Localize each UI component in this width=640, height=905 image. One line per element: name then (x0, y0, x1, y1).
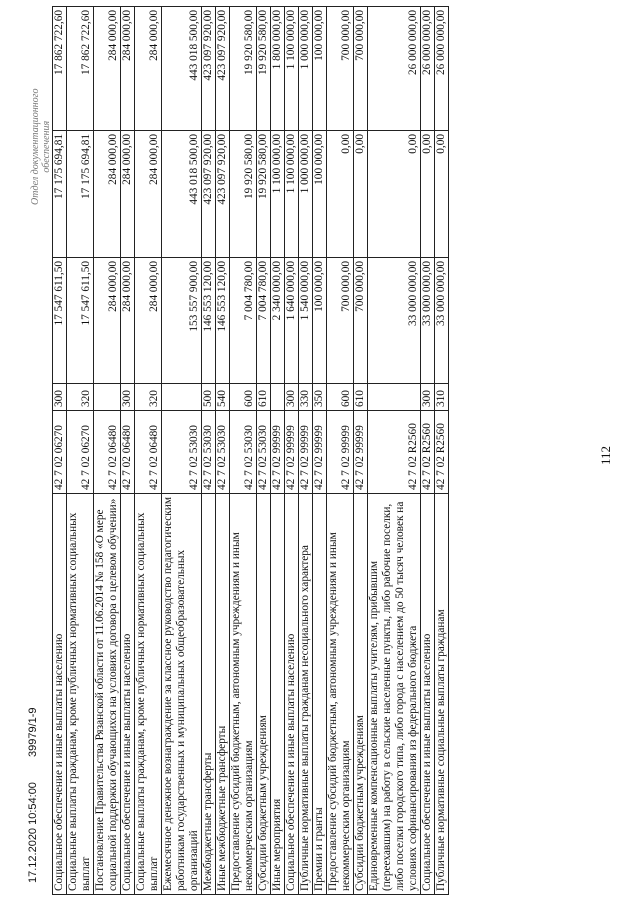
document-footer (27, 685, 39, 883)
row-value-2: 423 097 920,00 (216, 131, 230, 258)
row-value-2: 17 175 694,81 (53, 131, 67, 258)
footer-doc-id: 39979/1-9 (27, 707, 39, 757)
row-vr: 300 (285, 384, 299, 411)
row-value-1: 146 553 120,00 (202, 258, 216, 384)
row-code: 42 7 02 06270 (67, 411, 94, 494)
row-value-3: 700 000,00 (354, 7, 368, 131)
row-code: 42 7 02 99999 (285, 411, 299, 494)
row-vr: 610 (354, 384, 368, 411)
row-value-2: 0,00 (354, 131, 368, 258)
row-code: 42 7 02 R2560 (421, 411, 435, 494)
row-value-2: 17 175 694,81 (67, 131, 94, 258)
row-value-3: 284 000,00 (94, 7, 121, 131)
row-code: 42 7 02 53030 (202, 411, 216, 494)
row-name: Иные мероприятия (271, 494, 285, 895)
row-value-2: 443 018 500,00 (162, 131, 202, 258)
table-row (271, 7, 285, 895)
row-value-2: 100 000,00 (313, 131, 327, 258)
row-code: 42 7 02 53030 (230, 411, 257, 494)
row-value-3: 700 000,00 (327, 7, 354, 131)
row-name: Единовременные компенсационные выплаты учителям, прибывшим (переехавшим) на работу в сельские населенные пункты, либо рабочие поселки, либо поселки городского типа, либо города с населением до 50 тысяч человек на условиях софинансирования из федерального бюджета (368, 494, 421, 895)
row-value-3: 443 018 500,00 (162, 7, 202, 131)
row-value-1: 17 547 611,50 (67, 258, 94, 384)
row-code: 42 7 02 06480 (121, 411, 135, 494)
row-code: 42 7 02 06270 (53, 411, 67, 494)
row-value-2: 284 000,00 (94, 131, 121, 258)
row-name: Постановление Правительства Рязанской области от 11.06.2014 № 158 «О мере социальной поддержки обучающихся на условиях договора о целевом обучении» (94, 494, 121, 895)
row-value-1: 284 000,00 (94, 258, 121, 384)
row-value-1: 700 000,00 (327, 258, 354, 384)
table-row (202, 7, 216, 895)
stamp-line-2: обеспечения (41, 120, 52, 173)
row-value-2: 19 920 580,00 (230, 131, 257, 258)
row-name: Иные межбюджетные трансферты (216, 494, 230, 895)
row-code: 42 7 02 99999 (313, 411, 327, 494)
row-code: 42 7 02 R2560 (368, 411, 421, 494)
table-row (435, 7, 449, 895)
row-code: 42 7 02 53030 (162, 411, 202, 494)
row-value-2: 423 097 920,00 (202, 131, 216, 258)
row-name: Социальное обеспечение и иные выплаты населению (53, 494, 67, 895)
row-vr (94, 384, 121, 411)
table-row (368, 7, 421, 895)
table-row (299, 7, 313, 895)
row-value-2: 284 000,00 (121, 131, 135, 258)
row-vr: 320 (67, 384, 94, 411)
footer-timestamp: 17.12.2020 10:54:00 (27, 782, 39, 883)
table-row (230, 7, 257, 895)
row-vr: 600 (327, 384, 354, 411)
row-value-3: 26 000 000,00 (368, 7, 421, 131)
row-value-3: 1 100 000,00 (285, 7, 299, 131)
row-value-3: 1 800 000,00 (271, 7, 285, 131)
row-code: 42 7 02 99999 (327, 411, 354, 494)
row-name: Социальное обеспечение и иные выплаты населению (285, 494, 299, 895)
row-vr (368, 384, 421, 411)
row-value-1: 700 000,00 (354, 258, 368, 384)
row-name: Ежемесячное денежное вознаграждение за классное руководство педагогическим работникам государственных и муниципальных общеобразовательных организаций (162, 494, 202, 895)
row-name: Субсидии бюджетным учреждениям (257, 494, 271, 895)
row-value-1: 1 540 000,00 (299, 258, 313, 384)
row-value-3: 423 097 920,00 (216, 7, 230, 131)
row-value-3: 423 097 920,00 (202, 7, 216, 131)
row-code: 42 7 02 53030 (216, 411, 230, 494)
row-value-1: 2 340 000,00 (271, 258, 285, 384)
row-vr: 610 (257, 384, 271, 411)
row-name: Публичные нормативные выплаты гражданам несоциального характера (299, 494, 313, 895)
table-row (327, 7, 354, 895)
row-value-3: 26 000 000,00 (421, 7, 435, 131)
row-value-1: 284 000,00 (121, 258, 135, 384)
row-value-1: 17 547 611,50 (53, 258, 67, 384)
row-value-1: 100 000,00 (313, 258, 327, 384)
row-name: Социальное обеспечение и иные выплаты населению (421, 494, 435, 895)
row-value-2: 0,00 (421, 131, 435, 258)
row-value-1: 33 000 000,00 (421, 258, 435, 384)
row-code: 42 7 02 06480 (135, 411, 162, 494)
row-value-3: 100 000,00 (313, 7, 327, 131)
row-value-1: 33 000 000,00 (368, 258, 421, 384)
table-row (257, 7, 271, 895)
row-vr: 350 (313, 384, 327, 411)
row-value-2: 0,00 (435, 131, 449, 258)
row-code: 42 7 02 99999 (271, 411, 285, 494)
row-value-3: 284 000,00 (121, 7, 135, 131)
department-stamp (30, 88, 52, 205)
row-value-1: 1 640 000,00 (285, 258, 299, 384)
table-row (162, 7, 202, 895)
row-value-2: 1 100 000,00 (285, 131, 299, 258)
row-value-1: 146 553 120,00 (216, 258, 230, 384)
row-value-3: 17 862 722,60 (67, 7, 94, 131)
table-row (216, 7, 230, 895)
row-code: 42 7 02 53030 (257, 411, 271, 494)
row-name: Субсидии бюджетным учреждениям (354, 494, 368, 895)
row-value-2: 284 000,00 (135, 131, 162, 258)
row-vr: 310 (435, 384, 449, 411)
row-value-2: 1 100 000,00 (271, 131, 285, 258)
table-row (121, 7, 135, 895)
row-value-1: 7 004 780,00 (230, 258, 257, 384)
row-value-2: 0,00 (327, 131, 354, 258)
row-code: 42 7 02 R2560 (435, 411, 449, 494)
row-vr: 500 (202, 384, 216, 411)
stamp-line-1: Отдел документационного (30, 88, 41, 205)
row-value-1: 7 004 780,00 (257, 258, 271, 384)
row-name: Социальное обеспечение и иные выплаты населению (121, 494, 135, 895)
row-value-2: 19 920 580,00 (257, 131, 271, 258)
row-vr: 320 (135, 384, 162, 411)
row-value-3: 284 000,00 (135, 7, 162, 131)
table-row (94, 7, 121, 895)
table-row (53, 7, 67, 895)
row-name: Предоставление субсидий бюджетным, автономным учреждениям и иным некоммерческим организациям (327, 494, 354, 895)
row-value-2: 1 000 000,00 (299, 131, 313, 258)
page-number: 112 (598, 445, 613, 465)
row-name: Социальные выплаты гражданам, кроме публичных нормативных социальных выплат (135, 494, 162, 895)
row-vr: 300 (121, 384, 135, 411)
table-row (285, 7, 299, 895)
row-code: 42 7 02 06480 (94, 411, 121, 494)
table-row (354, 7, 368, 895)
row-code: 42 7 02 99999 (299, 411, 313, 494)
table-row (421, 7, 435, 895)
budget-table (52, 6, 449, 895)
row-code: 42 7 02 99999 (354, 411, 368, 494)
row-vr: 540 (216, 384, 230, 411)
row-name: Премии и гранты (313, 494, 327, 895)
row-vr (271, 384, 285, 411)
row-name: Социальные выплаты гражданам, кроме публичных нормативных социальных выплат (67, 494, 94, 895)
row-value-3: 19 920 580,00 (257, 7, 271, 131)
row-vr: 600 (230, 384, 257, 411)
table-row (135, 7, 162, 895)
row-value-1: 33 000 000,00 (435, 258, 449, 384)
row-value-2: 0,00 (368, 131, 421, 258)
row-name: Предоставление субсидий бюджетным, автономным учреждениям и иным некоммерческим организациям (230, 494, 257, 895)
row-value-3: 19 920 580,00 (230, 7, 257, 131)
row-value-1: 153 557 900,00 (162, 258, 202, 384)
table-row (67, 7, 94, 895)
row-value-3: 26 000 000,00 (435, 7, 449, 131)
row-value-1: 284 000,00 (135, 258, 162, 384)
row-name: Межбюджетные трансферты (202, 494, 216, 895)
row-value-3: 1 000 000,00 (299, 7, 313, 131)
row-value-3: 17 862 722,60 (53, 7, 67, 131)
row-vr: 300 (53, 384, 67, 411)
row-vr: 330 (299, 384, 313, 411)
row-vr: 300 (421, 384, 435, 411)
row-name: Публичные нормативные социальные выплаты гражданам (435, 494, 449, 895)
table-row (313, 7, 327, 895)
row-vr (162, 384, 202, 411)
